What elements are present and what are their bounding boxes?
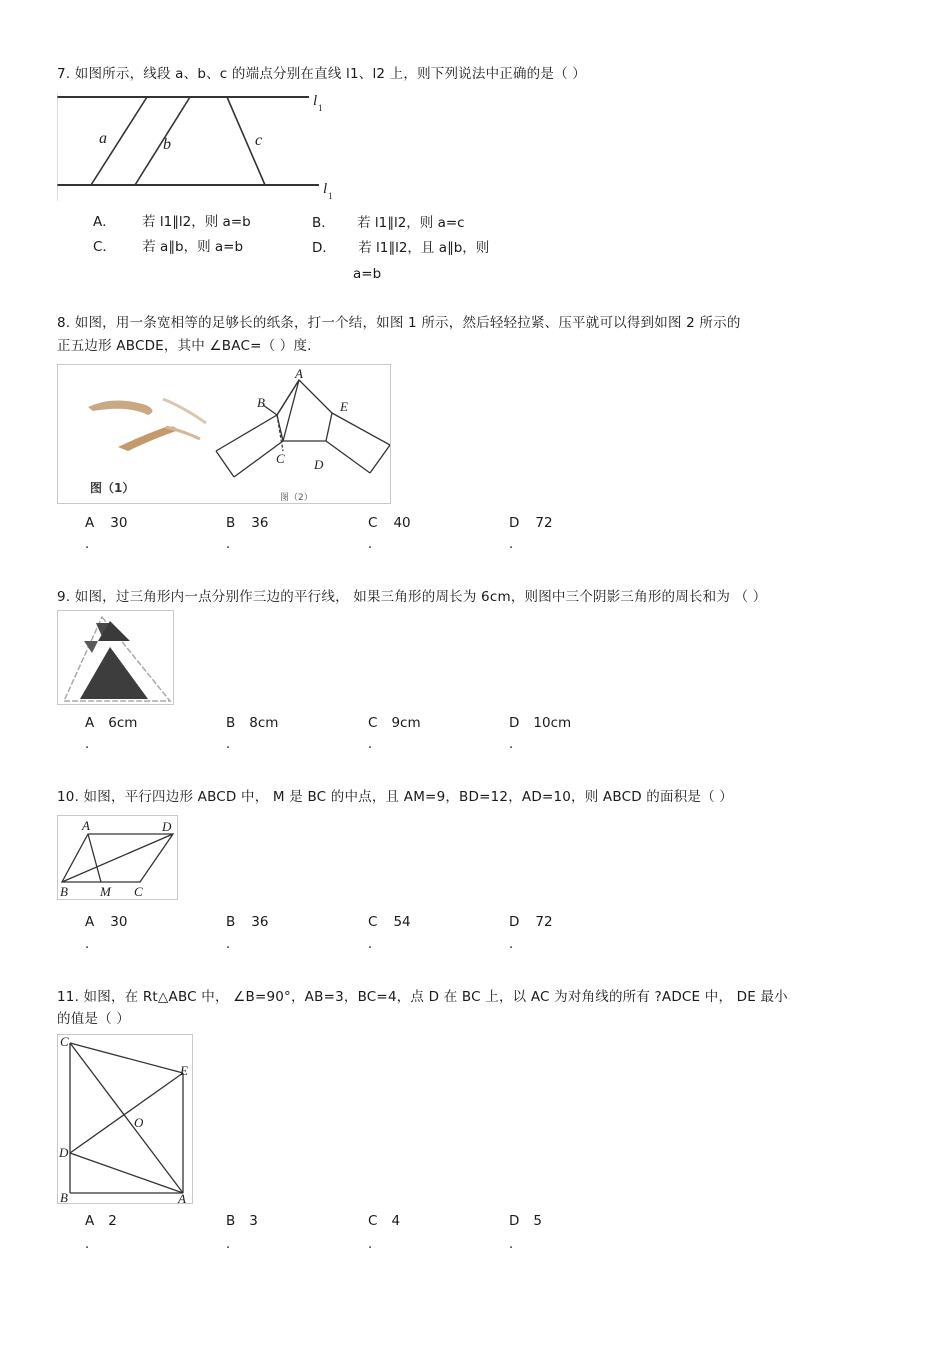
q10-option-d[interactable] xyxy=(509,913,553,931)
q8-option-b-letter: B xyxy=(226,515,236,531)
q9-option-b[interactable] xyxy=(226,714,278,732)
q10-option-b-letter: B xyxy=(226,914,236,930)
q8-label-D: D xyxy=(314,457,324,472)
q8-label-A: A xyxy=(295,366,303,381)
q9-figure xyxy=(57,610,174,705)
q8-option-c-text: 40 xyxy=(393,515,411,531)
q8-dot-b: . xyxy=(226,537,231,552)
q10-option-a[interactable] xyxy=(85,913,127,931)
q7-option-d-letter: D． xyxy=(312,240,336,256)
q10-option-b[interactable] xyxy=(226,913,268,931)
q8-label-B: B xyxy=(257,395,265,410)
q7-label-l2-sub: 1 xyxy=(328,191,333,201)
q11-option-d-letter: D xyxy=(509,1213,520,1229)
q10-option-d-letter: D xyxy=(509,914,520,930)
q8-label-E: E xyxy=(340,399,348,414)
q8-dot-d: . xyxy=(509,537,514,552)
q9-option-c[interactable] xyxy=(368,714,421,732)
q11-label-E: E xyxy=(180,1063,188,1078)
q8-fig1-caption: 图（1） xyxy=(90,481,135,495)
q8-label-C: C xyxy=(276,451,285,466)
q7-option-b-letter: B． xyxy=(312,215,335,231)
q11-option-b[interactable] xyxy=(226,1212,258,1230)
q11-option-a-letter: A xyxy=(85,1213,95,1229)
q9-option-d-letter: D xyxy=(509,715,520,731)
q9-option-d-text: 10cm xyxy=(533,715,572,731)
q8-option-d-text: 72 xyxy=(535,515,553,531)
q9-option-d[interactable] xyxy=(509,714,571,732)
q8-option-b[interactable] xyxy=(226,514,268,532)
q11-label-O: O xyxy=(134,1115,144,1130)
q11-option-d[interactable] xyxy=(509,1212,542,1230)
q7-stem: 7. 如图所示，线段 a、b、c 的端点分别在直线 l1、l2 上，则下列说法中正确的是（ ） xyxy=(57,66,586,82)
q7-label-l2: l xyxy=(323,181,328,197)
q11-option-c-text: 4 xyxy=(391,1213,401,1229)
q10-option-c[interactable] xyxy=(368,913,411,931)
q7-option-b[interactable] xyxy=(312,214,465,232)
q7-option-c-text: 若 a∥b，则 a=b xyxy=(142,239,244,255)
q11-label-D: D xyxy=(59,1145,69,1160)
q8-option-a-text: 30 xyxy=(110,515,128,531)
q8-option-a-letter: A xyxy=(85,515,95,531)
q11-option-a-text: 2 xyxy=(108,1213,117,1229)
q10-stem: 10. 如图，平行四边形 ABCD 中， M 是 BC 的中点，且 AM=9，BD=12，AD=10，则 ABCD 的面积是（ ） xyxy=(57,789,733,805)
q9-option-a[interactable] xyxy=(85,714,137,732)
q9-dot-c: . xyxy=(368,737,373,752)
q8-fig2-caption: 图（2） xyxy=(280,493,313,503)
q8-option-c-letter: C xyxy=(368,515,378,531)
q7-figure xyxy=(57,93,339,201)
q7-label-l1: l xyxy=(313,93,318,109)
q11-option-d-text: 5 xyxy=(533,1213,542,1229)
q11-dot-c: . xyxy=(368,1237,373,1252)
q8-option-c[interactable] xyxy=(368,514,411,532)
q7-option-d-continued: a=b xyxy=(353,266,382,282)
q8-dot-a: . xyxy=(85,537,90,552)
q10-label-B: B xyxy=(60,884,68,899)
q11-option-b-letter: B xyxy=(226,1213,236,1229)
q7-option-c[interactable] xyxy=(93,238,243,256)
q9-dot-a: . xyxy=(85,737,90,752)
q9-option-b-letter: B xyxy=(226,715,236,731)
q7-option-a-text: 若 l1∥l2，则 a=b xyxy=(142,214,251,230)
q7-label-b: b xyxy=(163,136,171,153)
q9-option-c-letter: C xyxy=(368,715,378,731)
q10-dot-c: . xyxy=(368,937,373,952)
q8-option-d-letter: D xyxy=(509,515,520,531)
q11-stem-line1: 11. 如图，在 Rt△ABC 中， ∠B=90°，AB=3，BC=4，点 D 在 BC 上，以 AC 为对角线的所有 ?ADCE 中， DE 最小 xyxy=(57,989,788,1005)
q10-dot-d: . xyxy=(509,937,514,952)
q11-label-A: A xyxy=(178,1191,186,1204)
q11-dot-d: . xyxy=(509,1237,514,1252)
q9-option-a-letter: A xyxy=(85,715,95,731)
q10-label-D: D xyxy=(162,819,172,834)
q7-label-a: a xyxy=(99,130,107,147)
q11-dot-a: . xyxy=(85,1237,90,1252)
q8-stem-line2: 正五边形 ABCDE，其中 ∠BAC=（ ）度. xyxy=(57,338,312,354)
q7-option-b-text: 若 l1∥l2，则 a=c xyxy=(357,215,465,231)
q10-dot-a: . xyxy=(85,937,90,952)
q8-option-a[interactable] xyxy=(85,514,127,532)
q8-dot-c: . xyxy=(368,537,373,552)
q11-dot-b: . xyxy=(226,1237,231,1252)
q7-option-c-letter: C． xyxy=(93,239,116,255)
q10-option-a-text: 30 xyxy=(110,914,128,930)
q10-label-C: C xyxy=(134,884,143,899)
q10-option-b-text: 36 xyxy=(251,914,269,930)
q7-option-a-letter: A． xyxy=(93,214,116,230)
q10-dot-b: . xyxy=(226,937,231,952)
q7-label-l1-sub: 1 xyxy=(318,103,323,113)
q7-option-d[interactable] xyxy=(312,239,489,257)
q7-option-d-text: 若 l1∥l2，且 a∥b，则 xyxy=(358,240,490,256)
q10-option-d-text: 72 xyxy=(535,914,553,930)
q9-option-b-text: 8cm xyxy=(249,715,279,731)
q9-dot-b: . xyxy=(226,737,231,752)
q8-option-d[interactable] xyxy=(509,514,553,532)
q11-option-c-letter: C xyxy=(368,1213,378,1229)
q11-option-b-text: 3 xyxy=(249,1213,258,1229)
q9-dot-d: . xyxy=(509,737,514,752)
q11-label-B: B xyxy=(60,1190,68,1204)
q9-stem: 9. 如图，过三角形内一点分别作三边的平行线， 如果三角形的周长为 6cm，则图中三个阴影三角形的周长和为 （ ） xyxy=(57,589,767,605)
q11-option-c[interactable] xyxy=(368,1212,400,1230)
q8-stem-line1: 8. 如图，用一条宽相等的足够长的纸条，打一个结，如图 1 所示，然后轻轻拉紧、压平就可以得到如图 2 所示的 xyxy=(57,315,741,331)
q10-option-c-letter: C xyxy=(368,914,378,930)
q10-label-A: A xyxy=(82,818,90,833)
q9-option-c-text: 9cm xyxy=(391,715,421,731)
q11-stem-line2: 的值是（ ） xyxy=(57,1011,130,1027)
q8-figure xyxy=(57,364,391,504)
q11-figure xyxy=(57,1034,193,1204)
q7-label-c: c xyxy=(255,132,263,149)
q11-option-a[interactable] xyxy=(85,1212,117,1230)
q8-option-b-text: 36 xyxy=(251,515,269,531)
q9-option-a-text: 6cm xyxy=(108,715,138,731)
q11-label-C: C xyxy=(60,1035,69,1049)
q10-option-a-letter: A xyxy=(85,914,95,930)
q10-option-c-text: 54 xyxy=(393,914,411,930)
q7-option-a[interactable] xyxy=(93,213,251,231)
q10-label-M: M xyxy=(100,884,111,899)
q10-figure xyxy=(57,815,178,900)
